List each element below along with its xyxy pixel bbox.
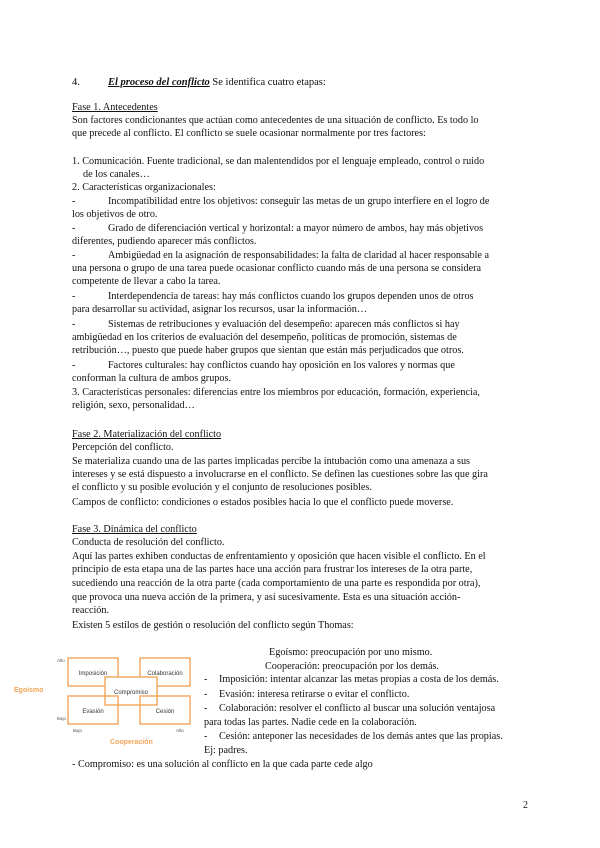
fase3-title: Fase 3. Dinámica del conflicto [72, 524, 197, 535]
style-colaboracion-a: Colaboración: resolver el conflicto al buscar una solución ventajosa [219, 703, 496, 714]
fase3-p1: Aquí las partes exhiben conductas de enfrentamiento y oposición que hacen visible el conflicto. En el [72, 551, 486, 562]
label-colaboracion: Colaboración [147, 671, 183, 677]
cooperacion-axis-label: Cooperación [110, 739, 153, 746]
fase1-b2-a: Grado de diferenciación vertical y horizontal: a mayor número de ambos, hay más objetivos [108, 223, 484, 234]
fase1-title: Fase 1. Antecedentes [72, 102, 158, 113]
bullet-dash: - [204, 689, 208, 700]
style-egoismo: Egoísmo: preocupación por uno mismo. [269, 647, 433, 658]
fase2-title: Fase 2. Materialización del conflicto [72, 429, 222, 440]
fase2-sub: Percepción del conflicto. [72, 442, 174, 453]
fase3-p2: principio de esta etapa una de las partes hace una acción para frustrar los intereses de la otra parte, [72, 564, 473, 575]
fase1-item3-a: 3. Características personales: diferencias entre los miembros por educación, formación, experiencia, [72, 387, 480, 398]
section-title-rest: Se identifica cuatro etapas: [209, 77, 326, 88]
fase1-b1-b: los objetivos de otro. [72, 209, 158, 220]
fase2-p4: Campos de conflicto: condiciones o estados posibles hacia lo que el conflicto puede moverse. [72, 497, 454, 508]
fase1-b6-a: Factores culturales: hay conflictos cuando hay oposición en los valores y normas que [108, 360, 455, 371]
bullet-dash: - [72, 223, 76, 234]
bullet-dash: - [72, 360, 76, 371]
style-imposicion: Imposición: intentar alcanzar las metas propias a costa de los demás. [219, 674, 499, 685]
fase2-p3: el conflicto y su posible evolución y el conjunto de resoluciones posibles. [72, 482, 372, 493]
bullet-dash: - [72, 250, 76, 261]
fase3-sub: Conducta de resolución del conflicto. [72, 537, 225, 548]
fase1-b3-a: Ambigüedad en la asignación de responsabilidades: la falta de claridad al hacer responsable a [108, 250, 490, 261]
fase1-item1-b: de los canales… [83, 169, 150, 180]
style-cesion-example: Ej: padres. [204, 745, 248, 756]
fase1-b4-a: Interdependencia de tareas: hay más conflictos cuando los grupos dependen unos de otros [108, 291, 474, 302]
fase1-intro-1: Son factores condicionantes que actúan como antecedentes de una situación de conflicto. Es todo lo [72, 115, 479, 126]
axis-alto-x: Alto [176, 728, 184, 733]
fase3-p5: reacción. [72, 605, 110, 616]
section-number: 4. [72, 77, 80, 88]
fase2-p2: intereses y se está dispuesto a involucrarse en el conflicto. Se definen las cuestiones sobre las que gira [72, 469, 488, 480]
axis-alto-y: Alto [57, 658, 65, 663]
fase1-b3-c: competente de llevar a cabo la tarea. [72, 276, 221, 287]
style-colaboracion-b: para todas las partes. Nadie cede en la colaboración. [204, 717, 417, 728]
style-cesion: Cesión: anteponer las necesidades de los demás antes que las propias. [219, 731, 503, 742]
bullet-dash: - [72, 291, 76, 302]
fase1-b3-b: una persona o grupo de una tarea puede ocasionar conflicto cuando más de una persona se considera [72, 263, 482, 274]
fase1-item3-b: religión, sexo, personalidad… [72, 400, 195, 411]
style-evasion: Evasión: interesa retirarse o evitar el conflicto. [219, 689, 410, 700]
section-title: El proceso del conflicto [108, 77, 210, 88]
page-number: 2 [523, 800, 528, 811]
fase1-b4-b: para desarrollar su actividad, asignar los recursos, usar la información… [72, 304, 368, 315]
bullet-dash: - [72, 319, 76, 330]
style-compromiso: - Compromiso: es una solución al conflicto en la que cada parte cede algo [72, 759, 373, 770]
style-cooperacion: Cooperación: preocupación por los demás. [265, 661, 439, 672]
thomas-diagram [10, 650, 200, 750]
egoismo-axis-label: Egoísmo [14, 687, 44, 694]
fase1-b6-b: conforman la cultura de ambos grupos. [72, 373, 231, 384]
fase1-item1-a: 1. Comunicación. Fuente tradicional, se dan malentendidos por el lenguaje empleado, control o ruido [72, 156, 485, 167]
fase3-p4: que provoca una nueva acción de la primera, y así sucesivamente. Esta es una situación acción- [72, 592, 461, 603]
fase1-item2: 2. Características organizacionales: [72, 182, 216, 193]
axis-bajo-y: Bajo [57, 716, 67, 721]
bullet-dash: - [204, 731, 208, 742]
label-compromiso: Compromiso [113, 690, 149, 696]
fase3-p3: sucediendo una reacción de la otra parte (cada comportamiento de una parte es respondida por otra), [72, 578, 481, 589]
fase1-b5-c: retribución…, puesto que puede haber grupos que sientan que están más perjudicados que otros. [72, 345, 464, 356]
label-evasion: Evasión [82, 709, 104, 715]
label-cesion: Cesión [155, 709, 175, 715]
bullet-dash: - [72, 196, 76, 207]
label-imposicion: Imposición [78, 671, 108, 677]
fase3-p6: Existen 5 estilos de gestión o resolución del conflicto según Thomas: [72, 620, 354, 631]
bullet-dash: - [204, 703, 208, 714]
fase2-p1: Se materializa cuando una de las partes implicadas percibe la intubación como una amenaza a sus [72, 456, 470, 467]
fase1-b2-b: diferentes, pudiendo aparecer más conflictos. [72, 236, 257, 247]
axis-bajo-x: Bajo [73, 728, 83, 733]
bullet-dash: - [204, 674, 208, 685]
fase1-intro-2: que precede al conflicto. El conflicto se suele ocasionar normalmente por tres factores: [72, 128, 426, 139]
fase1-b5-a: Sistemas de retribuciones y evaluación del desempeño: aparecen más conflictos si hay [108, 319, 460, 330]
fase1-b1-a: Incompatibilidad entre los objetivos: conseguir las metas de un grupo interfiere en el logro de [108, 196, 490, 207]
fase1-b5-b: ambigüedad en los criterios de evaluación del desempeño, políticas de promoción, sistemas de [72, 332, 457, 343]
